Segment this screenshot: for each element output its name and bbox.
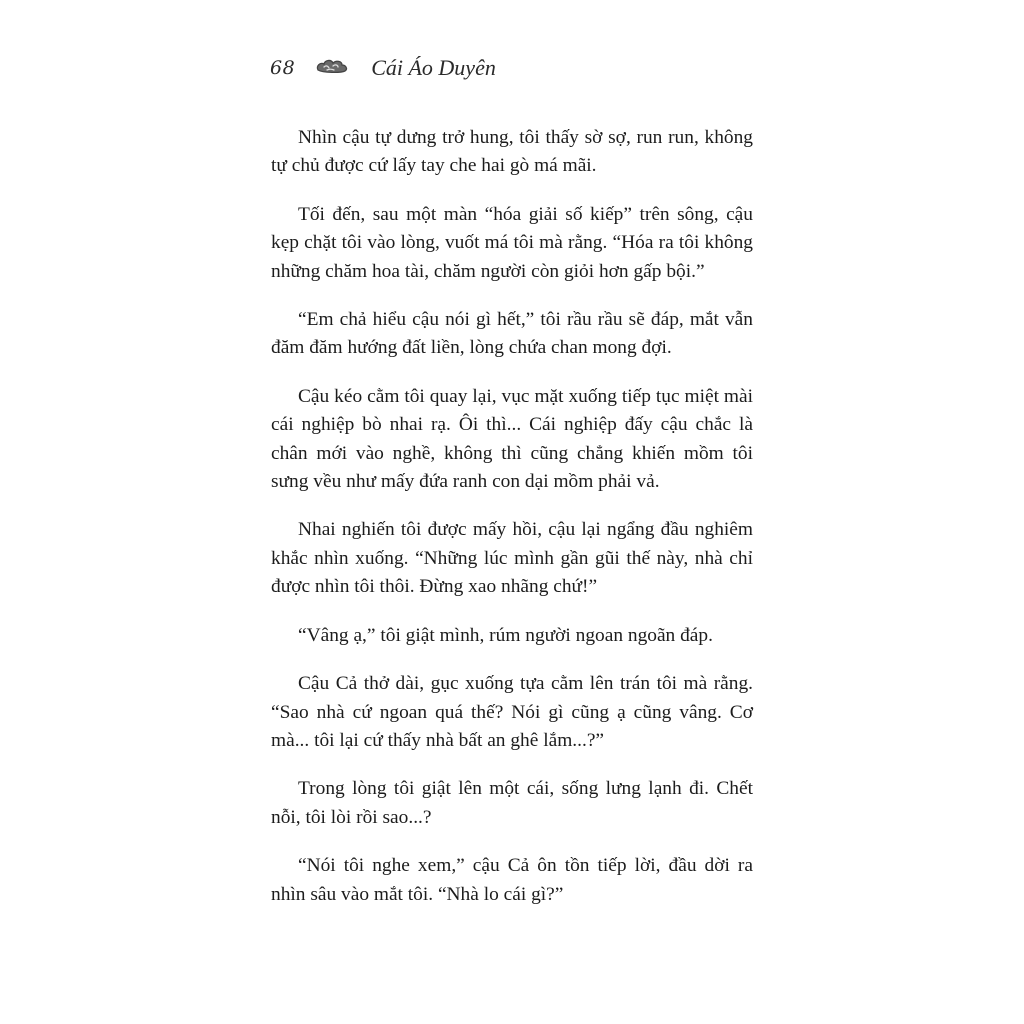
paragraph: Cậu kéo cằm tôi quay lại, vục mặt xuống tiếp tục miệt mài cái nghiệp bò nhai rạ. Ôi thì... Cái nghiệp đấy cậu chắc là chân mới vào nghề, không thì cũng chẳng khiến mồm tôi sưng vều như mấy đứa ranh con dại mồm phải vả. bbox=[271, 385, 753, 493]
paragraph: “Em chả hiểu cậu nói gì hết,” tôi rầu rầu sẽ đáp, mắt vẫn đăm đăm hướng đất liền, lòng chứa chan mong đợi. bbox=[271, 309, 753, 359]
paragraph: Trong lòng tôi giật lên một cái, sống lưng lạnh đi. Chết nỗi, tôi lòi rồi sao...? bbox=[271, 778, 753, 828]
body-text bbox=[271, 124, 753, 929]
paragraph: Tối đến, sau một màn “hóa giải số kiếp” trên sông, cậu kẹp chặt tôi vào lòng, vuốt má tôi mà rằng. “Hóa ra tôi không những chăm hoa tài, chăm người còn giỏi hơn gấp bội.” bbox=[271, 203, 753, 282]
paragraph: “Vâng ạ,” tôi giật mình, rúm người ngoan ngoãn đáp. bbox=[298, 624, 713, 646]
paragraph: Nhìn cậu tự dưng trở hung, tôi thấy sờ sợ, run run, không tự chủ được cứ lấy tay che hai gò má mãi. bbox=[271, 127, 753, 177]
paragraph: “Nói tôi nghe xem,” cậu Cả ôn tồn tiếp lời, đầu dời ra nhìn sâu vào mắt tôi. “Nhà lo cái gì?” bbox=[271, 855, 753, 905]
running-header bbox=[270, 50, 496, 86]
book-title: Cái Áo Duyên bbox=[371, 55, 496, 80]
paragraph: Nhai nghiến tôi được mấy hồi, cậu lại ngẩng đầu nghiêm khắc nhìn xuống. “Những lúc mình gần gũi thế này, nhà chỉ được nhìn tôi thôi. Đừng xao nhãng chứ!” bbox=[271, 519, 753, 598]
cloud-ornament-icon bbox=[315, 57, 349, 79]
paragraph: Cậu Cả thở dài, gục xuống tựa cằm lên trán tôi mà rằng. “Sao nhà cứ ngoan quá thế? Nói gì cũng ạ cũng vâng. Cơ mà... tôi lại cứ thấy nhà bất an ghê lắm...?” bbox=[271, 673, 753, 751]
page-number: 68 bbox=[270, 57, 296, 79]
